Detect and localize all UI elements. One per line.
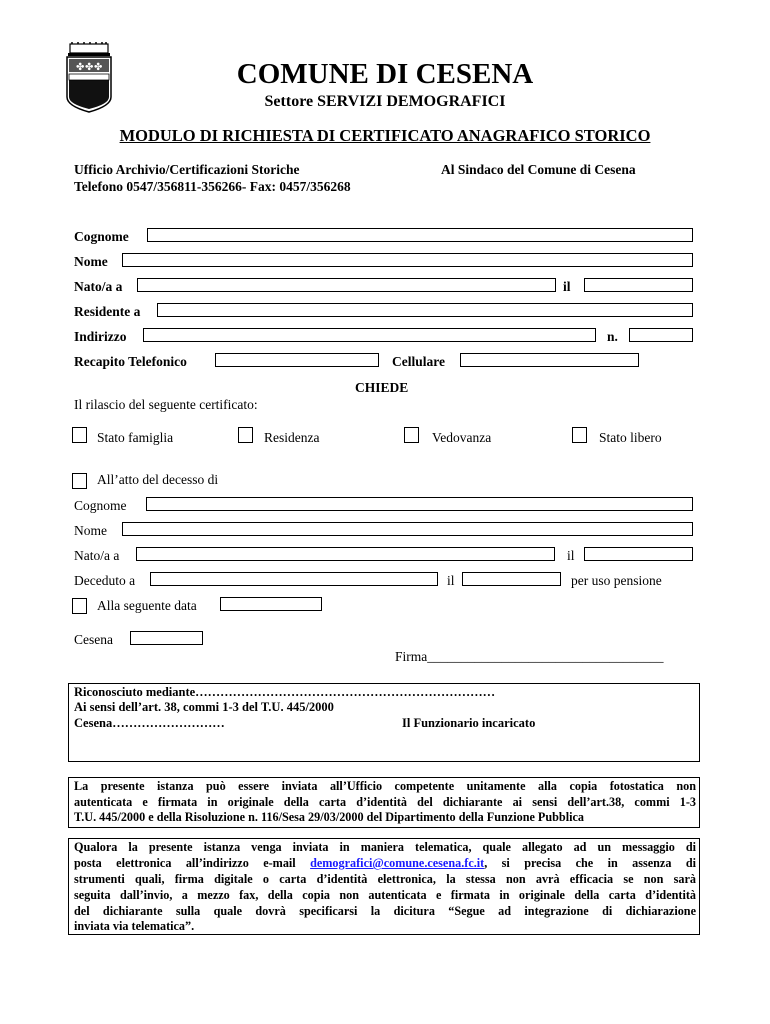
note2-pre: posta elettronica all’indirizzo e-mail bbox=[74, 856, 311, 870]
vedovanza-label: Vedovanza bbox=[432, 430, 492, 445]
cognome-field[interactable] bbox=[147, 228, 693, 242]
deceduto-label: Deceduto a bbox=[74, 573, 136, 588]
dec-nato-date-field[interactable] bbox=[584, 547, 693, 561]
funzionario-label: Il Funzionario incaricato bbox=[402, 716, 536, 730]
cellulare-label: Cellulare bbox=[392, 354, 445, 369]
coat-of-arms-icon bbox=[64, 42, 114, 114]
note1-line: T.U. 445/2000 e della Risoluzione n. 116/Sesa 29/03/2000 del Dipartimento della Funzione Pubblica bbox=[74, 810, 584, 824]
residente-label: Residente a bbox=[74, 304, 141, 319]
note2-line: Qualora la presente istanza venga inviata in maniera telematica, quale allegato ad un messaggio di bbox=[74, 840, 696, 854]
dec-cognome-label: Cognome bbox=[74, 498, 127, 513]
cognome-label: Cognome bbox=[74, 229, 129, 244]
riconosciuto-line: Riconosciuto mediante……………………………………………………………… bbox=[74, 685, 496, 699]
page-title: COMUNE DI CESENA bbox=[236, 58, 534, 90]
deceduto-il-label: il bbox=[447, 573, 455, 588]
recipient: Al Sindaco del Comune di Cesena bbox=[441, 162, 636, 177]
dec-nato-field[interactable] bbox=[136, 547, 555, 561]
numero-label: n. bbox=[607, 329, 618, 344]
email-link[interactable]: demografici@comune.cesena.fc.it bbox=[310, 856, 485, 870]
chiede-heading: CHIEDE bbox=[355, 380, 409, 395]
stato-libero-label: Stato libero bbox=[599, 430, 662, 445]
pensione-label: per uso pensione bbox=[571, 573, 662, 588]
cesena-dots-line: Cesena……………………… bbox=[74, 716, 225, 730]
data-label: Alla seguente data bbox=[97, 598, 197, 613]
vedovanza-checkbox[interactable] bbox=[404, 427, 419, 443]
firma-line: Firma___________________________________ bbox=[395, 649, 664, 664]
decesso-label: All’atto del decesso di bbox=[97, 472, 219, 487]
nome-label: Nome bbox=[74, 254, 108, 269]
residenza-checkbox[interactable] bbox=[238, 427, 253, 443]
note1-line: autenticata e firmata in originale della carta d’identità del dichiarante ai sensi dell’art.38, commi 1-3 bbox=[74, 795, 696, 809]
stato-famiglia-label: Stato famiglia bbox=[97, 430, 174, 445]
indirizzo-label: Indirizzo bbox=[74, 329, 127, 344]
form-title: MODULO DI RICHIESTA DI CERTIFICATO ANAGRAFICO STORICO bbox=[119, 126, 651, 145]
data-checkbox[interactable] bbox=[72, 598, 87, 614]
dec-nome-label: Nome bbox=[74, 523, 107, 538]
note2-line: seguita dall’invio, a mezzo fax, della copia non autenticata e firmata in originale della carta d’identità bbox=[74, 888, 696, 902]
data-field[interactable] bbox=[220, 597, 322, 611]
recapito-field[interactable] bbox=[215, 353, 379, 367]
dec-nome-field[interactable] bbox=[122, 522, 693, 536]
deceduto-date-field[interactable] bbox=[462, 572, 561, 586]
note2-line: del dichiarante sulla quale dovrà specificarsi la dicitura “Segue ad integrazione di dichiarazione bbox=[74, 904, 696, 918]
cesena-date-field[interactable] bbox=[130, 631, 203, 645]
decesso-checkbox[interactable] bbox=[72, 473, 87, 489]
residenza-label: Residenza bbox=[264, 430, 320, 445]
note2-line bbox=[74, 856, 696, 872]
svg-text:✤: ✤ bbox=[94, 62, 103, 73]
svg-text:✤: ✤ bbox=[85, 62, 94, 73]
office-phone: Telefono 0547/356811-356266- Fax: 0457/356268 bbox=[74, 179, 351, 194]
note2-line: inviata via telematica”. bbox=[74, 919, 195, 933]
dec-il-label: il bbox=[567, 548, 575, 563]
nato-date-field[interactable] bbox=[584, 278, 693, 292]
dec-cognome-field[interactable] bbox=[146, 497, 693, 511]
nato-il-label: il bbox=[563, 279, 571, 294]
note1-line: La presente istanza può essere inviata all’Ufficio competente unitamente alla copia fotostatica non bbox=[74, 779, 696, 793]
cellulare-field[interactable] bbox=[460, 353, 639, 367]
svg-text:✤: ✤ bbox=[76, 62, 85, 73]
note2-line: strumenti quali, firma digitale o carta d’identità elettronica, la stessa non avrà efficacia se non sarà bbox=[74, 872, 696, 886]
residente-field[interactable] bbox=[157, 303, 693, 317]
stato-libero-checkbox[interactable] bbox=[572, 427, 587, 443]
request-intro: Il rilascio del seguente certificato: bbox=[74, 397, 258, 412]
office-name: Ufficio Archivio/Certificazioni Storiche bbox=[74, 162, 300, 177]
cesena-label: Cesena bbox=[74, 632, 113, 647]
numero-field[interactable] bbox=[629, 328, 693, 342]
recapito-label: Recapito Telefonico bbox=[74, 354, 187, 369]
ai-sensi-line: Ai sensi dell’art. 38, commi 1-3 del T.U. 445/2000 bbox=[74, 700, 334, 714]
indirizzo-field[interactable] bbox=[143, 328, 596, 342]
nome-field[interactable] bbox=[122, 253, 693, 267]
note2-post: , si precisa che in assenza di bbox=[484, 856, 696, 870]
deceduto-field[interactable] bbox=[150, 572, 438, 586]
dec-nato-label: Nato/a a bbox=[74, 548, 120, 563]
nato-field[interactable] bbox=[137, 278, 556, 292]
nato-label: Nato/a a bbox=[74, 279, 123, 294]
department-subtitle: Settore SERVIZI DEMOGRAFICI bbox=[264, 93, 506, 110]
stato-famiglia-checkbox[interactable] bbox=[72, 427, 87, 443]
